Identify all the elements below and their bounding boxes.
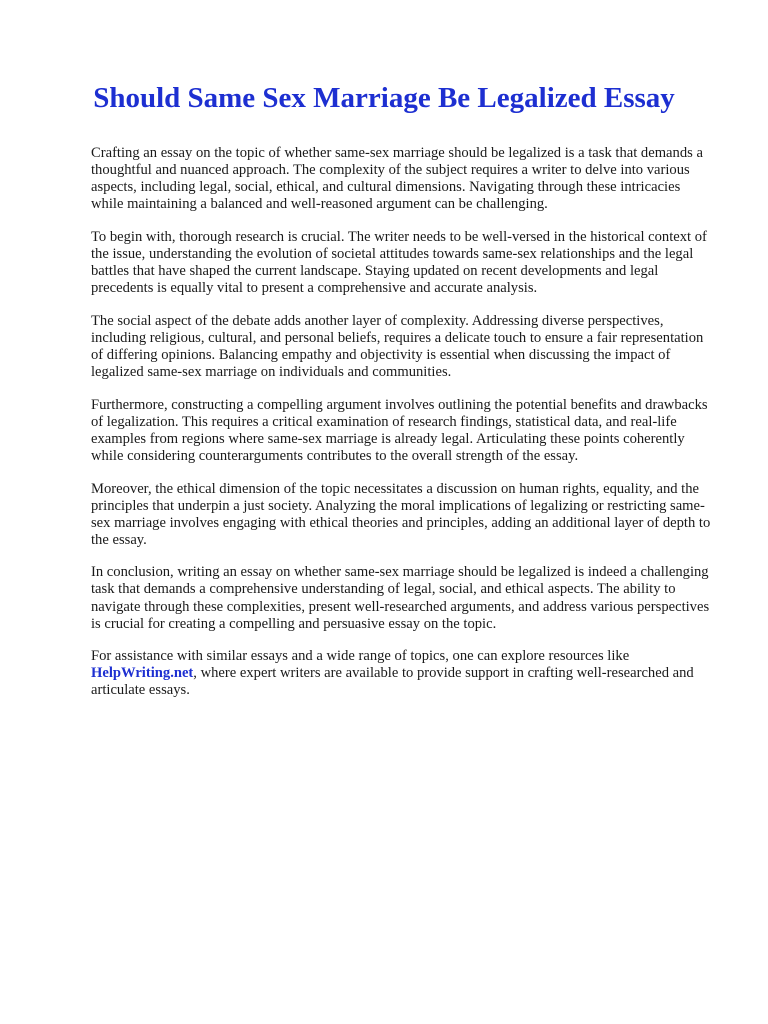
closing-text-before-link: For assistance with similar essays and a wide range of topics, one can explore resources like	[91, 648, 630, 665]
essay-body	[91, 145, 711, 715]
paragraph-5: Moreover, the ethical dimension of the topic necessitates a discussion on human rights, equality, and the principles that underpin a just society. Analyzing the moral implications of legalizing or restricting same-sex marriage involves engaging with ethical theories and principles, adding an additional layer of depth to the essay.	[91, 480, 711, 548]
closing-paragraph	[91, 648, 711, 699]
paragraph-1: Crafting an essay on the topic of whether same-sex marriage should be legalized is a task that demands a thoughtful and nuanced approach. The complexity of the subject requires a writer to delve into various aspects, including legal, social, ethical, and cultural dimensions. Navigating through these intricacies while maintaining a balanced and well-reasoned argument can be challenging.	[91, 145, 703, 213]
paragraph-2: To begin with, thorough research is crucial. The writer needs to be well-versed in the historical context of the issue, understanding the evolution of societal attitudes towards same-sex relationships and the legal battles that have shaped the current landscape. Staying updated on recent developments and legal precedents is equally vital to present a comprehensive and accurate analysis.	[91, 228, 707, 297]
paragraph-3: The social aspect of the debate adds another layer of complexity. Addressing diverse perspectives, including religious, cultural, and personal beliefs, requires a delicate touch to ensure a fair representation of differing opinions. Balancing empathy and objectivity is essential when discussing the impact of legalized same-sex marriage on individuals and communities.	[91, 312, 704, 381]
closing-text-after-link: , where expert writers are available to provide support in crafting well-researched and articulate essays.	[91, 665, 694, 699]
paragraph-4: Furthermore, constructing a compelling argument involves outlining the potential benefits and drawbacks of legalization. This requires a critical examination of research findings, statistical data, and real-life examples from regions where same-sex marriage is already legal. Articulating these points coherently while considering counterarguments contributes to the overall strength of the essay.	[91, 396, 708, 464]
paragraph-6: In conclusion, writing an essay on whether same-sex marriage should be legalized is indeed a challenging task that demands a comprehensive understanding of legal, social, and ethical aspects. The ability to navigate through these complexities, present well-researched arguments, and address various perspectives is crucial for creating a compelling and persuasive essay on the topic.	[91, 564, 710, 632]
page-title: Should Same Sex Marriage Be Legalized Essay	[93, 82, 675, 114]
helpwriting-link[interactable]: HelpWriting.net	[91, 665, 194, 682]
